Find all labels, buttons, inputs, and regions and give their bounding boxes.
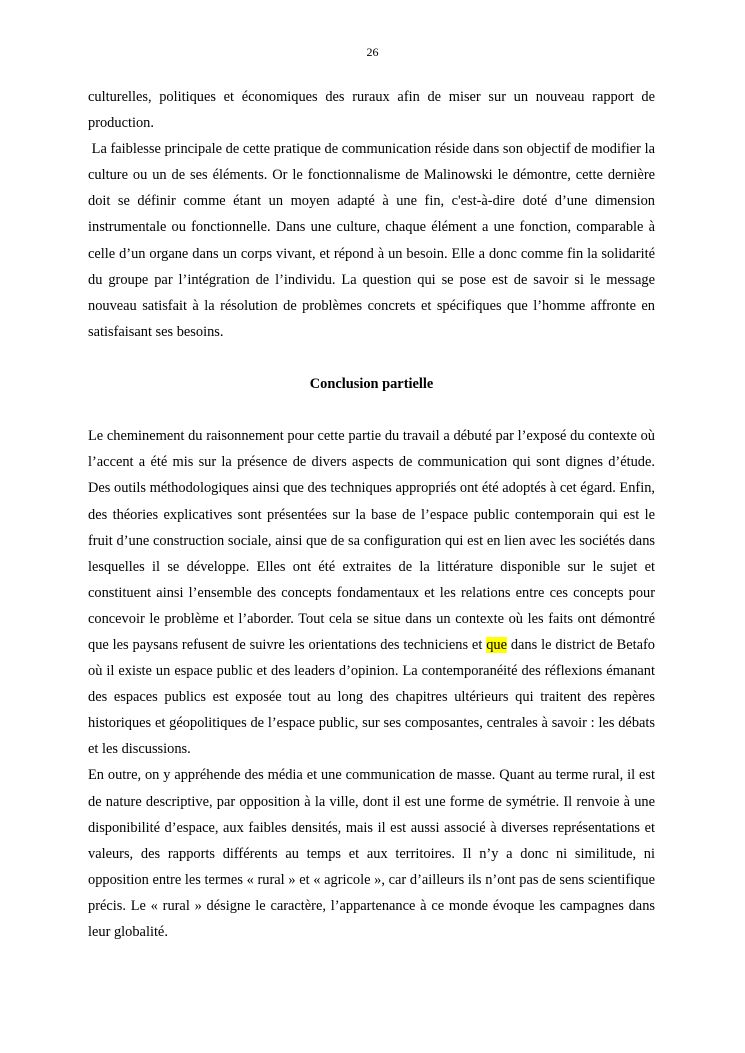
- paragraph-conclusion: [88, 423, 655, 762]
- spacer: [88, 345, 655, 371]
- spacer: [88, 397, 655, 423]
- paragraph-rural: En outre, on y appréhende des média et une communication de masse. Quant au terme rural, il est de nature descriptive, par opposition à la ville, dont il est une forme de symétrie. Il renvoie à une disponibilité d’espace, aux faibles densités, mais il est aussi associé à diverses représentations et valeurs, des rapports différents au temps et aux territoires. Il n’y a donc ni similitude, ni opposition entre les termes « rural » et « agricole », car d’ailleurs ils n’ont pas de sens scientifique précis. Le « rural » désigne le caractère, l’appartenance à ce monde évoque les campagnes dans leur globalité.: [88, 767, 655, 940]
- paragraph-conclusion-end: dans le district de Betafo où il existe un espace public et des leaders d’opinion. La contemporanéité des réflexions émanant des espaces publics est exposée tout au long des chapitres ultérieurs qui traitent des repères historiques et géopolitiques de l’espace public, sur ses composantes, centrales à savoir : les débats et les discussions.: [88, 636, 655, 758]
- document-body: [88, 84, 655, 945]
- paragraph-conclusion-start: Le cheminement du raisonnement pour cette partie du travail a débuté par l’exposé du contexte où l’accent a été mis sur la présence de divers aspects de communication qui sont dignes d’étude. Des outils méthodologiques ainsi que des techniques appropriés ont été adoptés à cet égard. Enfin, des théories explicatives sont présentées sur la base de l’espace public contemporain qui est le fruit d’une construction sociale, ainsi que de sa configuration qui est en lien avec les sociétés dans lesquelles il se développe. Elles ont été extraites de la littérature disponible sur le sujet et constituent ainsi l’ensemble des concepts fondamentaux et les relations entre ces concepts pour concevoir le problème et l’aborder. Tout cela se situe dans un contexte où les faits ont démontré que les paysans refusent de suivre les orientations des techniciens et: [88, 428, 655, 653]
- paragraph-weakness-text: La faiblesse principale de cette pratique de communication réside dans son objectif de modifier la culture ou un de ses éléments. Or le fonctionnalisme de Malinowski le démontre, cette dernière doit se définir comme étant un moyen adapté à une fin, c'est-à-dire doté d’une dimension instrumentale ou fonctionnelle. Dans une culture, chaque élément a une fonction, comparable à celle d’un organe dans un corps vivant, et répond à un besoin. Elle a donc comme fin la solidarité du groupe par l’intégration de l’individu. La question qui se pose est de savoir si le message nouveau satisfait à la résolution de problèmes concrets et spécifiques que l’homme affronte en satisfaisant ses besoins.: [88, 141, 655, 340]
- paragraph-continuation: culturelles, politiques et économiques des ruraux afin de miser sur un nouveau rapport de production.: [88, 89, 655, 132]
- highlighted-word: que: [486, 636, 507, 653]
- page-number: 26: [366, 45, 379, 59]
- paragraph-weakness: [88, 136, 655, 345]
- section-heading: Conclusion partielle: [309, 376, 434, 393]
